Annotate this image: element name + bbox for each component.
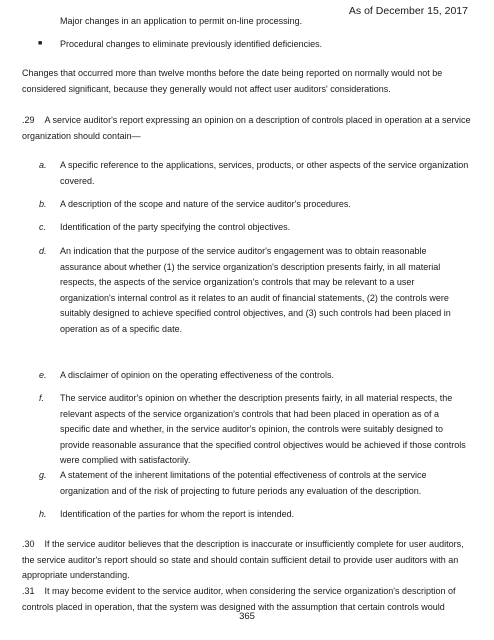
list-item: A statement of the inherent limitations of the potential effectiveness of controls at the service organization and of the risk of projecting to future periods any evaluation of the description. (60, 470, 427, 496)
bullet-item: Procedural changes to eliminate previously identified deficiencies. (60, 39, 323, 49)
section-31-text: It may become evident to the service auditor, when considering the service organization's description of controls placed in operation, that the system was designed with the assumption that certain controls would (22, 586, 456, 612)
item-letter: d. (39, 246, 47, 256)
section-30 (22, 537, 474, 584)
page-number: 365 (239, 611, 255, 622)
item-letter: h. (39, 509, 47, 519)
list-item: An indication that the purpose of the service auditor's engagement was to obtain reasonable assurance about whether (1) the service organization's description presents fairly, in all material respects, the aspects of the service organization's controls that may be relevant to a user organization's internal control as it relates to an audit of financial statements, (2) the controls were suitably designed to achieve specified control objectives, and (3) such controls had been placed in operation as of a specific date. (60, 246, 451, 334)
item-letter: c. (39, 222, 47, 232)
section-29 (22, 113, 474, 144)
item-letter: a. (39, 160, 47, 170)
section-29-number: .29 (22, 115, 35, 125)
list-item: The service auditor's opinion on whether the description presents fairly, in all material respects, the relevant aspects of the service organization's controls that had been placed in operation as of a specific date and whether, in the service auditor's opinion, the controls were suitably designed to provide reasonable assurance that the specified control objectives would be achieved if those controls were complied with satisfactorily. (60, 393, 466, 465)
list-item: Identification of the parties for whom the report is intended. (60, 509, 295, 519)
item-letter: f. (39, 393, 45, 403)
list-item: A specific reference to the applications, services, products, or other aspects of the service organization covered. (60, 160, 469, 186)
section-30-number: .30 (22, 539, 35, 549)
list-item: Identification of the party specifying the control objectives. (60, 222, 291, 232)
item-letter: g. (39, 470, 47, 480)
section-29-text: A service auditor's report expressing an opinion on a description of controls placed in operation at a service organization should contain— (22, 115, 471, 141)
carryover-line: Major changes in an application to permit on-line processing. (60, 16, 303, 26)
list-item: A disclaimer of opinion on the operating effectiveness of the controls. (60, 370, 334, 380)
section-31-number: .31 (22, 586, 35, 596)
bullet-icon: ■ (38, 40, 43, 47)
item-letter: e. (39, 370, 47, 380)
item-letter: b. (39, 199, 47, 209)
header-date: As of December 15, 2017 (348, 5, 468, 17)
list-item: A description of the scope and nature of the service auditor's procedures. (60, 199, 351, 209)
section-30-text: If the service auditor believes that the description is inaccurate or insufficiently complete for user auditors, the service auditor's report should so state and should contain sufficient detail to provide user auditors with an appropriate understanding. (22, 539, 464, 580)
intro-paragraph: Changes that occurred more than twelve months before the date being reported on normally would not be considered significant, because they generally would not affect user auditors' considerations. (22, 68, 443, 94)
